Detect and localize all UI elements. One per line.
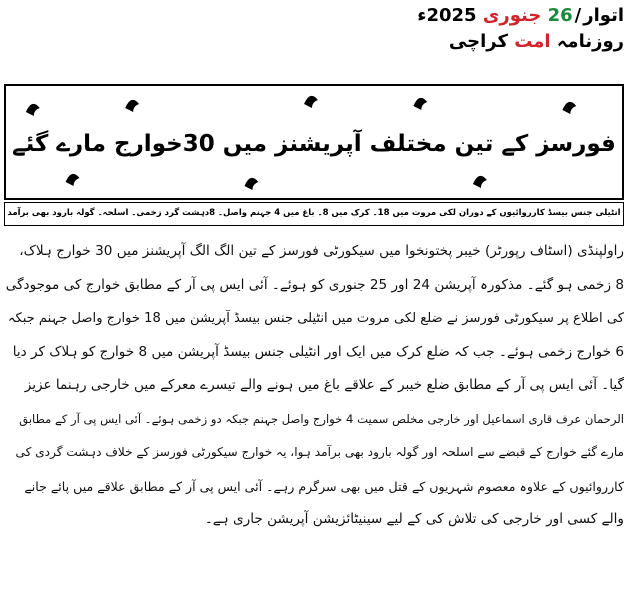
headline-box [4,84,624,200]
dateline-year: 2025ء [417,5,477,26]
publication-name: امت [514,31,551,52]
subheadline: انٹیلی جنس بیسڈ کارروائیوں کے دوران لکی مروت میں 18۔ کرک میں 8۔ باغ میں 4 جہنم واصل۔ 8دہشت گرد زخمی۔ اسلحہ۔ گولہ بارود بھی برآمد [4,202,624,226]
headline: فورسز کے تین مختلف آپریشنز میں 30خوارج مارے گئے [12,131,616,157]
article-line: الرحمان عرف قاری اسماعیل اور خارجی مخلص سمیت 4 خوارج واصل جہنم جبکہ دو زخمی ہوئے۔ آئی ایس پی آر کے مطابق [19,411,624,426]
article-line: 8 زخمی ہو گئے۔ مذکورہ آپریشن 24 اور 25 جنوری کو ہوئے۔ آئی ایس پی آر کے مطابق خوارج کی موجودگی [6,276,624,293]
dateline-day: اتوار [583,5,624,26]
article-line: 6 خوارج زخمی ہوئے۔ جب کہ ضلع کرک میں ایک اور انٹیلی جنس بیسڈ آپریشن میں 8 خوارج کو ہلاک کر دیا [12,343,624,360]
dateline-month: جنوری [482,5,542,26]
dateline-separator: / [574,5,582,26]
dateline [417,4,624,28]
publication-prefix: روزنامہ [556,31,624,52]
article-body [6,235,624,537]
article-line: راولپنڈی (اسٹاف رپورٹر) خیبر پختونخوا میں سیکورٹی فورسز کے تین الگ الگ آپریشنز میں 30 خوارج ہلاک، [19,243,624,259]
article-line: کی اطلاع پر سیکورٹی فورسز نے ضلع لکی مروت میں انٹیلی جنس بیسڈ آپریشن میں 18 خوارج واصل جہنم جبکہ [7,311,624,326]
article-line: گیا۔ آئی ایس پی آر کے مطابق ضلع خیبر کے علاقے باغ میں ہونے والے تیسرے معرکے میں خارجی رہنما عزیز [24,377,624,393]
article-line: کارروائیوں کے علاوہ معصوم شہریوں کے قتل میں بھی سرگرم رہے۔ آئی ایس پی آر کے مطابق علاقے میں پائے جانے [24,478,624,494]
publication-city: کراچی [448,31,508,52]
publication-line [449,30,624,54]
article-line: مارے گئے خوارج کے قبضے سے اسلحہ اور گولہ بارود بھی برآمد ہوا، یہ خوارج سیکورٹی فورسز کے خلاف دہشت گردی کی [15,445,624,459]
dateline-date-day: 26 [547,5,573,26]
article-line: والے کسی اور خارجی کی تلاش کی کے لیے سینیٹائزیشن آپریشن جاری ہے۔ [204,511,624,527]
